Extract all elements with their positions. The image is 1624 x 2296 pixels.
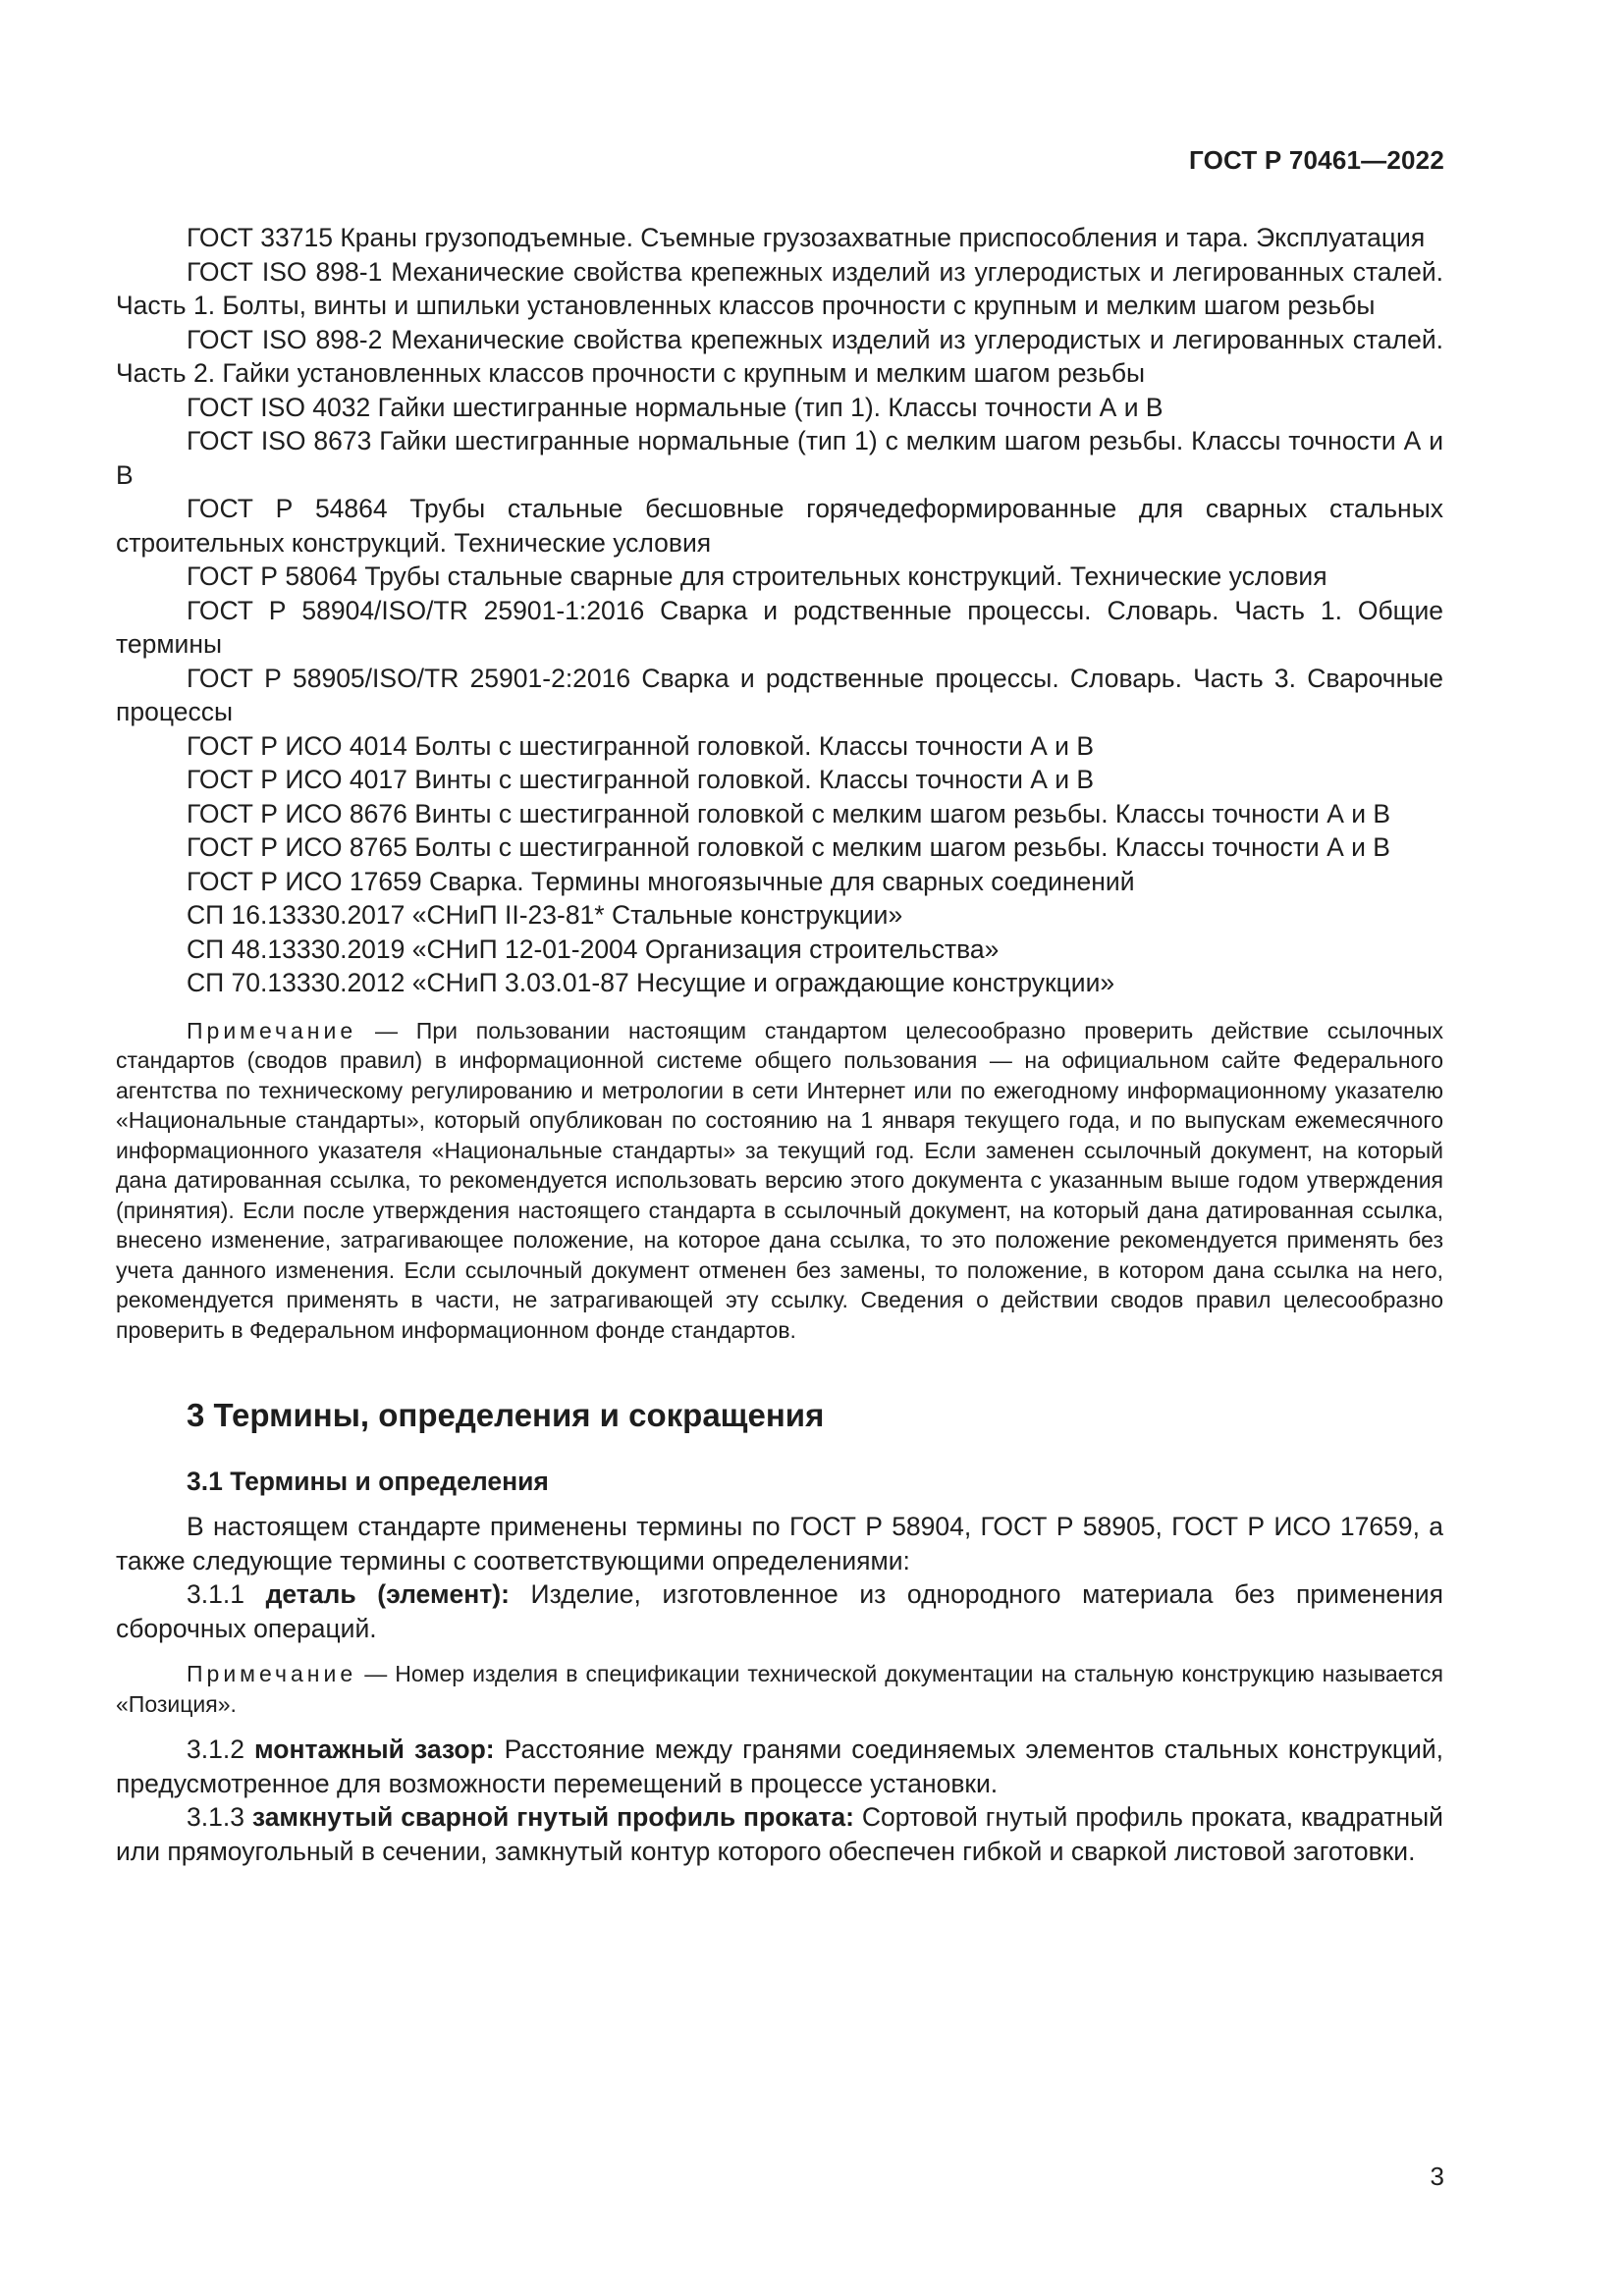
- note-text: — Номер изделия в спецификации технической документации на стальную конструкцию называется «Позиция».: [116, 1661, 1443, 1717]
- term-definition: Сортовой гнутый профиль проката, квадратный или прямоугольный в сечении, замкнутый контур которого обеспечен гибкой и сваркой листовой заготовки.: [116, 1802, 1443, 1866]
- reference-item: ГОСТ Р 58064 Трубы стальные сварные для строительных конструкций. Технические условия: [187, 561, 1327, 591]
- reference-item: СП 48.13330.2019 «СНиП 12-01-2004 Организация строительства»: [187, 934, 1000, 964]
- term-number: 3.1.1: [187, 1579, 266, 1609]
- reference-item: ГОСТ ISO 4032 Гайки шестигранные нормальные (тип 1). Классы точности А и В: [187, 392, 1164, 422]
- note-label: Примечание: [187, 1017, 357, 1043]
- reference-item: ГОСТ Р 58905/ISO/TR 25901-2:2016 Сварка и родственные процессы. Словарь. Часть 3. Сварочные процессы: [116, 663, 1443, 726]
- reference-item: ГОСТ Р ИСО 8765 Болты с шестигранной головкой с мелким шагом резьбы. Классы точности А и В: [187, 832, 1390, 862]
- term-entry: [116, 1577, 1443, 1645]
- term-definition: Расстояние между гранями соединяемых элементов стальных конструкций, предусмотренное для возможности перемещений в процессе установки.: [116, 1735, 1443, 1798]
- section-title: 3 Термины, определения и сокращения: [187, 1397, 825, 1433]
- reference-item: СП 16.13330.2017 «СНиП II-23-81* Стальные конструкции»: [187, 900, 903, 930]
- reference-item: ГОСТ 33715 Краны грузоподъемные. Съемные грузозахватные приспособления и тара. Эксплуатация: [187, 223, 1426, 252]
- note-label: Примечание: [187, 1661, 357, 1686]
- reference-item: ГОСТ Р ИСО 17659 Сварка. Термины многоязычные для сварных соединений: [187, 866, 1135, 896]
- references-note: [116, 1016, 1443, 1346]
- reference-item: ГОСТ Р ИСО 8676 Винты с шестигранной головкой с мелким шагом резьбы. Классы точности А и В: [187, 798, 1391, 828]
- term-name: монтажный зазор:: [254, 1735, 495, 1764]
- reference-item: ГОСТ Р ИСО 4017 Винты с шестигранной головкой. Классы точности А и В: [187, 765, 1095, 794]
- document-header: ГОСТ Р 70461—2022: [1189, 145, 1444, 175]
- term-note: [116, 1659, 1443, 1719]
- term-name: деталь (элемент):: [265, 1579, 510, 1609]
- reference-item: ГОСТ Р 58904/ISO/TR 25901-1:2016 Сварка и родственные процессы. Словарь. Часть 1. Общие термины: [116, 595, 1443, 659]
- reference-item: ГОСТ Р ИСО 4014 Болты с шестигранной головкой. Классы точности А и В: [187, 730, 1095, 761]
- page-number: 3: [1430, 2162, 1444, 2191]
- term-definition: Изделие, изготовленное из однородного материала без применения сборочных операций.: [116, 1579, 1443, 1643]
- page-content: [116, 221, 1443, 1868]
- note-text: — При пользовании настоящим стандартом целесообразно проверить действие ссылочных стандартов (сводов правил) в информационной системе общего пользования — на официальном сайте Федерального агентства по техническому регулированию и метрологии в сети Интернет или по ежегодному информационному указателю «Национальные стандарты», который опубликован по состоянию на 1 января текущего года, и по выпускам ежемесячного информационного указателя «Национальные стандарты» за текущий год. Если заменен ссылочный документ, на который дана датированная ссылка, то рекомендуется использовать версию этого документа с указанным выше годом утверждения (принятия). Если после утверждения настоящего стандарта в ссылочный документ, на который дана датированная ссылка, внесено изменение, затрагивающее положение, на которое дана ссылка, то это положение рекомендуется применять без учета данного изменения. Если ссылочный документ отменен без замены, то положение, в котором дана ссылка на него, рекомендуется применять в части, не затрагивающей эту ссылку. Сведения о действии сводов правил целесообразно проверить в Федеральном информационном фонде стандартов.: [116, 1017, 1443, 1343]
- terms-intro: В настоящем стандарте применены термины по ГОСТ Р 58904, ГОСТ Р 58905, ГОСТ Р ИСО 17659, а также следующие термины с соответствующими определениями:: [116, 1512, 1443, 1575]
- term-name: замкнутый сварной гнутый профиль проката:: [251, 1802, 854, 1832]
- reference-item: СП 70.13330.2012 «СНиП 3.03.01-87 Несущие и ограждающие конструкции»: [187, 968, 1115, 997]
- term-number: 3.1.2: [187, 1735, 255, 1764]
- terms-body: [116, 1510, 1443, 1868]
- term-number: 3.1.3: [187, 1802, 252, 1832]
- reference-item: ГОСТ ISO 898-2 Механические свойства крепежных изделий из углеродистых и легированных сталей. Часть 2. Гайки установленных классов прочности с крупным и мелким шагом резьбы: [116, 324, 1443, 388]
- subsection-title: 3.1 Термины и определения: [187, 1467, 549, 1496]
- term-entry: [116, 1800, 1443, 1868]
- reference-item: ГОСТ ISO 8673 Гайки шестигранные нормальные (тип 1) с мелким шагом резьбы. Классы точности А и В: [116, 426, 1443, 490]
- normative-references-list: [116, 221, 1443, 1000]
- reference-item: ГОСТ Р 54864 Трубы стальные бесшовные горячедеформированные для сварных стальных строительных конструкций. Технические условия: [116, 494, 1443, 558]
- term-entry: [116, 1733, 1443, 1800]
- reference-item: ГОСТ ISO 898-1 Механические свойства крепежных изделий из углеродистых и легированных сталей. Часть 1. Болты, винты и шпильки установленных классов прочности с крупным и мелким шагом резьбы: [116, 256, 1443, 320]
